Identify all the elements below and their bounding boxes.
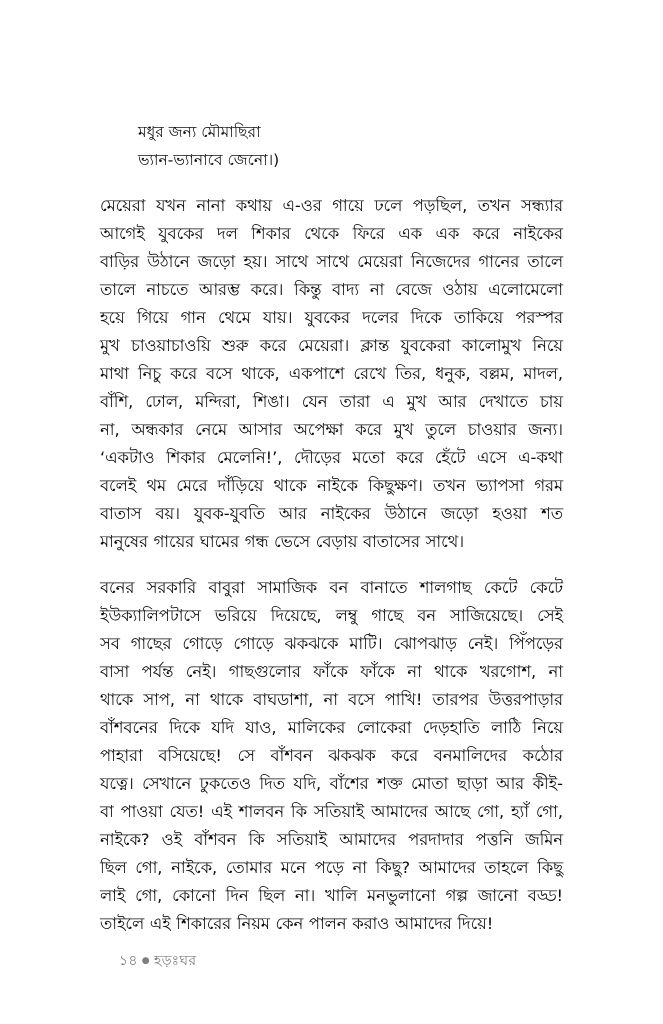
text-line: বাঁশি, ঢোল, মন্দিরা, শিঙা। যেন তারা এ মুখ আর দেখাতে চায় [100,392,563,411]
page-footer [100,931,196,991]
verse-line-1: মধুর জন্য মৌমাছিরা [138,123,261,141]
text-line: না, অন্ধকার নেমে আসার অপেক্ষা করে মুখ তুলে চাওয়ার জন্য। [100,420,563,439]
text-line: হয়ে গিয়ে গান থেমে যায়। যুবকের দলের দিকে তাকিয়ে পরস্পর [100,308,563,327]
text-line: বাতাস বয়। যুবক-যুবতি আর নাইকের উঠানে জড়ো হওয়া শত [100,504,563,523]
text-line: আগেই যুবকের দল শিকার থেকে ফিরে এক এক করে নাইকের [100,224,563,243]
book-title: হড়ঃঘর [153,953,197,969]
paragraph-2 [100,574,563,938]
text-line: যত্নে। সেখানে ঢুকতেও দিত যদি, বাঁশের শক্ত মোতা ছাড়া আর কীই- [100,774,563,793]
text-line: তালে নাচতে আরম্ভ করে। কিন্তু বাদ্য না বেজে ওঠায় এলোমেলো [100,280,563,299]
text-line: মুখ চাওয়াচাওয়ি শুরু করে মেয়েরা। ক্লান্ত যুবকেরা কালোমুখ নিয়ে [100,336,563,355]
text-line: বনের সরকারি বাবুরা সামাজিক বন বানাতে শালগাছ কেটে কেটে [100,578,563,597]
text-line: মাথা নিচু করে বসে থাকে, একপাশে রেখে তির, ধনুক, বল্লম, মাদল, [100,364,563,383]
paragraph-1 [100,192,563,556]
page-text-block [100,0,563,938]
page-number: ১৪ [119,953,138,969]
text-line: ছিল গো, নাইকে, তোমার মনে পড়ে না কিছু? আমাদের তাহলে কিছু [100,858,563,877]
text-line: সব গাছের গোড়ে গোড়ে ঝকঝকে মাটি। ঝোপঝাড় নেই। পিঁপড়ের [100,634,563,653]
text-line: মেয়েরা যখন নানা কথায় এ-ওর গায়ে ঢলে পড়ছিল, তখন সন্ধ্যার [100,196,563,215]
text-line: বাঁশবনের দিকে যদি যাও, মালিকের লোকেরা দেড়হাতি লাঠি নিয়ে [100,718,563,737]
text-line: ইউক্যালিপটাসে ভরিয়ে দিয়েছে, লম্বু গাছে বন সাজিয়েছে। সেই [100,606,563,625]
text-line: বলেই থম মেরে দাঁড়িয়ে থাকে নাইকে কিছুক্ষণ। তখন ভ্যাপসা গরম [100,476,563,495]
verse-line-2: ভ্যান-ভ্যানাবে জেনো।) [138,151,280,169]
verse-block [100,0,563,174]
text-line: থাকে সাপ, না থাকে বাঘডাশা, না বসে পাখি! তারপর উত্তরপাড়ার [100,690,563,709]
text-line: বাড়ির উঠানে জড়ো হয়। সাথে সাথে মেয়েরা নিজেদের গানের তালে [100,252,563,271]
body-text [100,192,563,938]
text-line: বা পাওয়া যেত! এই শালবন কি সতিয়াই আমাদের আছে গো, হ্যাঁ গো, [100,802,563,821]
text-line: পাহারা বসিয়েছে! সে বাঁশবন ঝকঝক করে বনমালিদের কঠোর [100,746,563,765]
bullet-separator-icon: ● [141,956,150,966]
text-line: নাইকে? ওই বাঁশবন কি সতিয়াই আমাদের পরদাদার পত্তনি জমিন [100,830,563,849]
text-line: ‘একটাও শিকার মেলেনি!’, দৌড়ের মতো করে হেঁটে এসে এ-কথা [100,448,563,467]
text-line: তাইলে এই শিকারের নিয়ম কেন পালন করাও আমাদের দিয়ে! [100,914,494,933]
text-line: লাই গো, কোনো দিন ছিল না। খালি মনভুলানো গল্প জানো বড্ড! [100,886,563,905]
text-line: মানুষের গায়ের ঘামের গন্ধ ভেসে বেড়ায় বাতাসের সাথে। [100,532,465,551]
text-line: বাসা পর্যন্ত নেই। গাছগুলোর ফাঁকে ফাঁকে না থাকে খরগোশ, না [100,662,563,681]
